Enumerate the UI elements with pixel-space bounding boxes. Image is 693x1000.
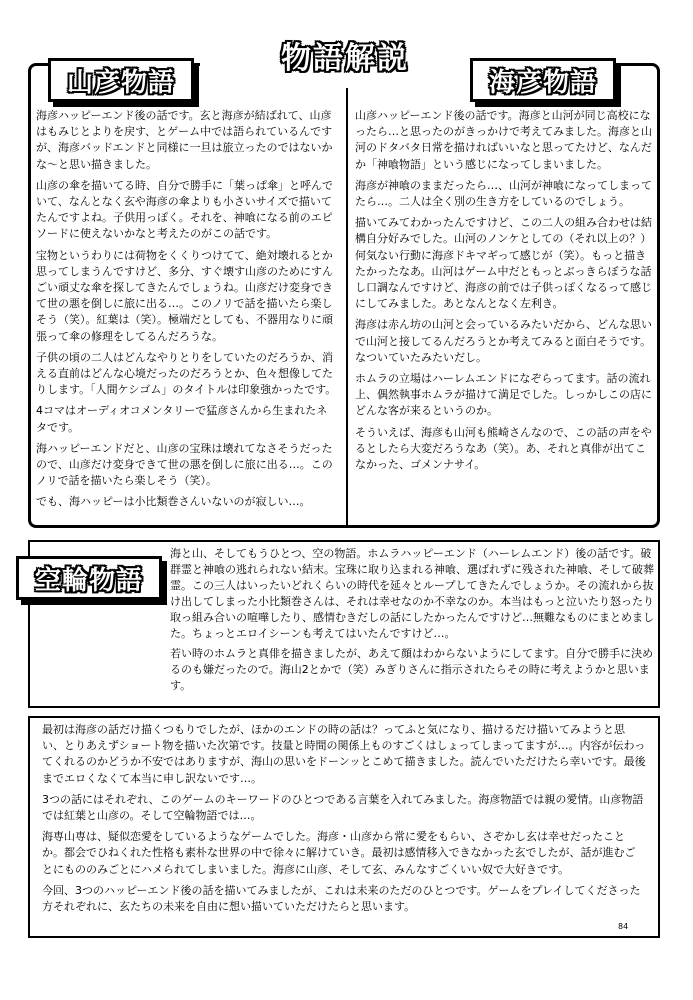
umihiko-label bbox=[470, 58, 616, 102]
umihiko-label-text: 海彦物語 bbox=[488, 67, 597, 98]
umihiko-column bbox=[355, 108, 653, 526]
kuurin-label bbox=[16, 556, 162, 600]
kuurin-paragraph: 海と山、そしてもうひとつ、空の物語。ホムラハッピーエンド（ハーレムエンド）後の話です。破群霊と神喰の逃れられない結末。宝珠に取り込まれる神喰、選ばれずに残された神喰、そして破葬霊。この三人はいったいどれくらいの時代を延々とループしてきたんでしょうか。その流れから抜け出してしまった小比類巻さんは、それは幸せなのか不幸なのか。本当はもっと泣いたり怒ったり取っ組み合いの喧嘩したり、感情むきだしの話にしたかったんですけど…無難なものにまとめました。ちょっとエロイシーンも考えてはいたんですけど…。 bbox=[170, 547, 654, 640]
column-divider bbox=[346, 88, 348, 525]
yamahiko-paragraph: 山彦の傘を描いてる時、自分で勝手に「葉っぱ傘」と呼んでいて、なんとなく玄や海彦の傘よりも小さいサイズで描いてたんですよね。子供用っぽく。それを、神喰になる前のエピソードに使えないかなと考えたのがこの話です。 bbox=[36, 178, 333, 241]
afterword-paragraph: 最初は海彦の話だけ描くつもりでしたが、ほかのエンドの時の話は？ってふと気になり、描けるだけ描いてみようと思い、とりあえずショート物を描いた次第です。技量と時間の関係上ものすごくはしょってしまってますが…。内容が伝わってくれるのかどうか不安ではありますが、海山の思いをドーンッとこめて描きました。読んでいただけたら幸いです。最後までエロくなくて本当に申し訳ないです…。 bbox=[42, 723, 646, 785]
afterword-box bbox=[28, 716, 660, 938]
yamahiko-paragraph: 海ハッピーエンドだと、山彦の宝珠は壊れてなさそうだったので、山彦だけ変身できて世の悪を倒しに旅に出る…。このノリで話を描いたら楽しそう（笑）。 bbox=[36, 441, 333, 488]
afterword-paragraph: 海専山専は、疑似恋愛をしているようなゲームでした。海彦・山彦から常に愛をもらい、さぞかし玄は幸せだったことか。都会でひねくれた性格も素朴な世界の中で徐々に解けていき。最初は感情移入できなかった玄でしたが、話が進むごとにもののみごとにハメられてしまいました。海彦に山彦、そして玄、みんなすごくいい奴で大好きです。 bbox=[42, 830, 636, 876]
yamahiko-paragraph: 海彦ハッピーエンド後の話です。玄と海彦が結ばれて、山彦はもみじとよりを戻す、とゲーム中では語られているんですが、海彦バッドエンドと同様に一旦は旅立ったのではないかな〜と思い描きました。 bbox=[36, 109, 333, 171]
umihiko-paragraph: 海彦が神喰のままだったら…、山河が神喰になってしまってたら…。二人は全く別の生き方をしているのでしょう。 bbox=[355, 178, 652, 209]
yamahiko-paragraph: 子供の頃の二人はどんなやりとりをしていたのだろうか、消える直前はどんな心境だったのだろうとか、色々想像してたりします。「人間ケシゴム」のタイトルは印象強かったです。 bbox=[36, 350, 337, 397]
umihiko-paragraph: そういえば、海彦も山河も熊崎さんなので、この話の声をやるとしたら大変だろうなあ（笑）。あ、それと真俳が出てこなかった、ゴメンナサイ。 bbox=[355, 425, 652, 472]
afterword-paragraph: 今回、3つのハッピーエンド後の話を描いてみましたが、これは未来のただのひとつです。ゲームをプレイしてくださった方それぞれに、玄たちの未来を自由に想い描いていただけたらと思います。 bbox=[42, 883, 641, 914]
yamahiko-label-text: 山彦物語 bbox=[66, 67, 175, 98]
yamahiko-paragraph: でも、海ハッピーは小比類巻さんいないのが寂しい…。 bbox=[36, 495, 311, 509]
umihiko-paragraph: 海彦は赤ん坊の山河と会っているみたいだから、どんな思いで山河と接してるんだろうとか考えてみると面白そうです。なついていたみたいだし。 bbox=[355, 318, 652, 364]
afterword-paragraph: 3つの話にはそれぞれ、このゲームのキーワードのひとつである言葉を入れてみました。海彦物語では親の愛情。山彦物語では紅葉と山彦の。そして空輪物語では…。 bbox=[42, 792, 644, 823]
umihiko-paragraph: 描いてみてわかったんですけど、この二人の組み合わせは結構自分好みでした。山河のノンケとしての（それ以上の？）何気ない行動に海彦ドキマギって感じが（笑）。もっと描きたかったなあ。山河はゲーム中だともっとぶっきらぼうな話し口調なんですけど、海彦の前では子供っぽくなるって感じにしてみました。あとなんとなく左利き。 bbox=[355, 216, 652, 311]
page-title-wrap bbox=[200, 30, 490, 80]
page-number: 84 bbox=[618, 922, 629, 931]
umihiko-paragraph: ホムラの立場はハーレムエンドになぞらってます。話の流れ上、偶然執事ホムラが描けて満足でした。しっかしこの店にどんな客が来るというのか。 bbox=[355, 372, 652, 418]
yamahiko-label bbox=[48, 58, 194, 102]
kuurin-paragraph: 若い時のホムラと真俳を描きましたが、あえて顔はわからないようにしてます。自分で勝手に決めるのも嫌だったので。海山2とかで（笑）みぎりさんに指示されたらその時に考えようかと思います。 bbox=[170, 647, 654, 693]
yamahiko-paragraph: 宝物というわりには荷物をくくりつけてて、絶対壊れるとか思ってしまうんですけど、多分、すぐ壊す山彦のためにすんごい頑丈な傘を探してきたんでしょうね。山彦だけ変身できて世の悪を倒しに旅に出る…。このノリで話を描いたら楽しそう（笑）。紅葉は（笑）。極端だとしても、不器用なりに頑張って傘の修理をしてるんだろうな。 bbox=[36, 248, 333, 343]
kuurin-label-text: 空輪物語 bbox=[34, 565, 143, 596]
page-title: 物語解説 bbox=[281, 41, 409, 76]
yamahiko-paragraph: 4コマはオーディオコメンタリーで猛彦さんから生まれたネタです。 bbox=[36, 404, 328, 434]
umihiko-paragraph: 山彦ハッピーエンド後の話です。海彦と山河が同じ高校になったら…と思ったのがきっかけで考えてみました。海彦と山河のドタバタ日常を描ければいいなと思ってたけど、なんだか「神喰物語」という感じになってしまいました。 bbox=[355, 109, 652, 171]
yamahiko-column bbox=[36, 108, 338, 526]
kuurin-text bbox=[170, 546, 654, 704]
